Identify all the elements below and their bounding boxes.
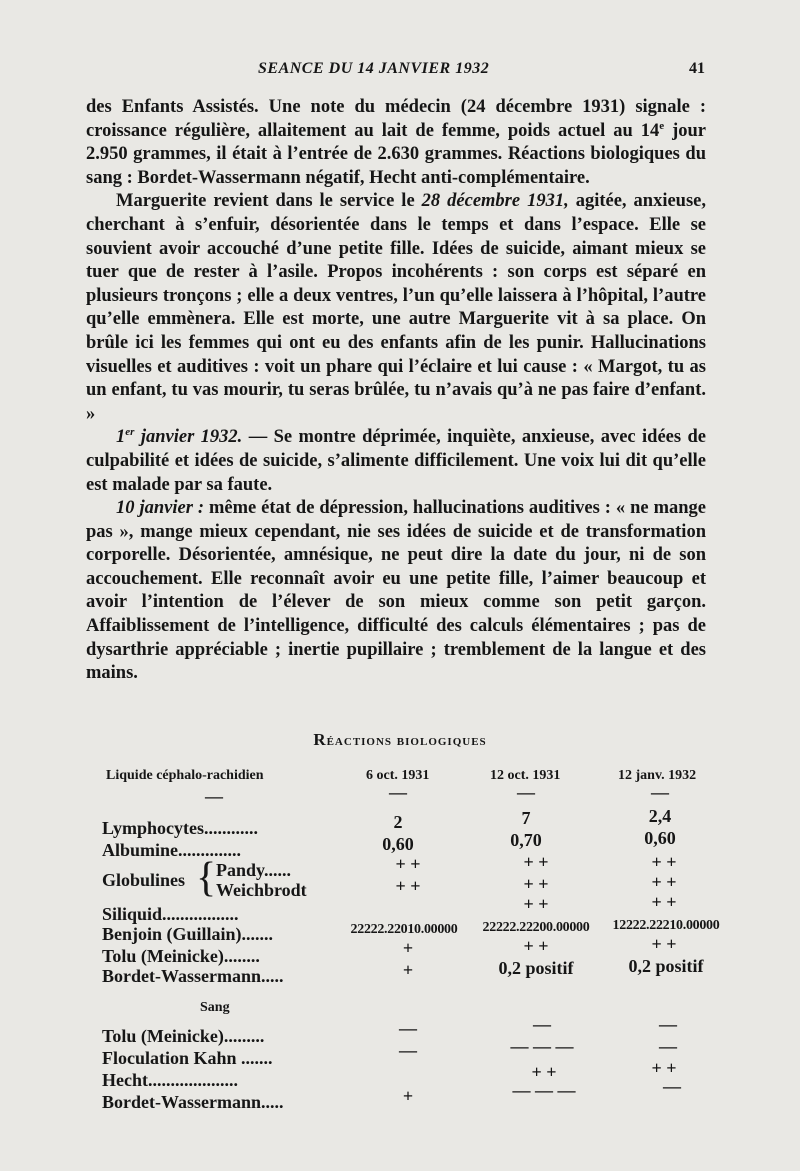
table-title: Réactions biologiques [313,730,487,749]
column-header-3: 12 janv. 1932 [618,768,697,783]
row-label-blood-bw: Bordet-Wassermann..... [102,1092,284,1112]
row-label-hecht: Hecht.................... [102,1070,238,1090]
cell-tolu-2: + + [523,936,549,956]
cell-blood-tolu-2: — [533,1014,551,1034]
cell-bw-2: 0,2 positif [498,958,574,978]
cell-albumine-1: 0,60 [382,834,414,854]
cell-benjoin-3: 12222.22210.00000 [612,918,720,933]
cell-benjoin-1: 22222.22010.00000 [350,922,458,937]
cell-lymphocytes-3: 2,4 [648,806,672,826]
cell-benjoin-2: 22222.22200.00000 [482,920,590,935]
row-label-tolu: Tolu (Meinicke)........ [102,946,260,966]
row-label-lymphocytes: Lymphocytes............ [102,818,259,838]
section-blood-heading: Sang [200,1000,230,1015]
cell-kahn-2: — — — [510,1036,574,1056]
cell-kahn-1: — [399,1040,417,1060]
cell-albumine-3: 0,60 [644,828,676,848]
cell-weichbrodt-2: + + [523,874,549,894]
row-label-blood-tolu: Tolu (Meinicke)......... [102,1026,265,1046]
row-label-weichbrodt: Weichbrodt [216,880,307,900]
row-label-albumine: Albumine.............. [102,840,242,860]
cell-blood-bw-2: — — — [512,1080,576,1100]
paragraph-4: 10 janvier : même état de dépression, hallucinations auditives : « ne mange pas », mange mieux cependant, nie ses idées de suicide et de transformation corporelle. Désorientée, amnésique, ne peut dire la date du jour, ni de son accouchement. Elle reconnaît avoir eu une petite fille, l’aimer beaucoup et avoir l’intention de l’élever de son mieux comme son petit garçon. Affaiblissement de l’intelligence, difficulté des calculs élémentaires ; pas de dysarthrie appréciable ; inertie pupillaire ; tremblement de la langue et des mains. [86,498,706,684]
cell-blood-tolu-3: — [659,1014,677,1034]
row-label-bordet-wassermann: Bordet-Wassermann..... [102,966,284,986]
cell-weichbrodt-3: + + [651,872,677,892]
row-label-kahn: Floculation Kahn ....... [102,1048,273,1068]
section-csf-heading: Liquide céphalo-rachidien [106,768,264,783]
row-label-pandy: Pandy...... [216,860,292,880]
cell-lymphocytes-2: 7 [521,808,531,828]
cell-weichbrodt-1: + + [395,876,421,896]
paragraph-3: 1er janvier 1932. — Se montre déprimée, inquiète, anxieuse, avec idées de culpabilité et idées de suicide, s’alimente difficilement. Une voix lui dit qu’elle est malade par sa faute. [86,426,706,495]
header-dash: — [517,782,535,802]
row-label-siliquid: Siliquid................. [102,904,239,924]
cell-kahn-3: — [659,1036,677,1056]
cell-albumine-2: 0,70 [510,830,542,850]
cell-tolu-1: + [402,938,414,958]
cell-lymphocytes-1: 2 [393,812,403,832]
cell-pandy-1: + + [395,854,421,874]
paragraph-1: des Enfants Assistés. Une note du médecin (24 décembre 1931) signale : croissance régulière, allaitement au lait de femme, poids actuel au 14e jour 2.950 grammes, il était à l’entrée de 2.630 grammes. Réactions biologiques du sang : Bordet-Wassermann négatif, Hecht anti-complémentaire. [86,97,706,188]
header-dash: — [651,782,669,802]
cell-bw-3: 0,2 positif [628,956,704,976]
cell-pandy-3: + + [651,852,677,872]
body-text [86,96,706,686]
cell-pandy-2: + + [523,852,549,872]
cell-hecht-3: + + [651,1058,677,1078]
cell-bw-1: + [402,960,414,980]
header-dash: — [205,786,223,806]
cell-tolu-3: + + [651,934,677,954]
cell-blood-tolu-1: — [399,1018,417,1038]
cell-hecht-2: + + [531,1062,557,1082]
cell-siliquid-2: + + [523,894,549,914]
row-label-benjoin: Benjoin (Guillain)....... [102,924,274,944]
globulines-brace: { [196,855,217,901]
paragraph-2: Marguerite revient dans le service le 28 décembre 1931, agitée, anxieuse, cherchant à s’enfuir, désorientée dans le temps et dans l’espace. Elle se souvient avoir accouché d’une petite fille. Idées de suicide, aimant mieux se tuer que de rester à l’asile. Propos incohérents : son corps est séparé en plusieurs tronçons ; elle a deux ventres, l’un qu’elle laissera à l’hôpital, l’autre qu’elle emmènera. Elle est morte, une autre Marguerite vit à sa place. On brûle ici les femmes qui ont eu des enfants afin de les punir. Hallucinations visuelles et auditives : voit un phare qui l’éclaire et lui cause : « Margot, tu as un enfant, tu vas mourir, tu seras brûlée, tu n’avais qu’à ne pas faire d’enfant. » [86,191,706,424]
row-label-globulines: Globulines [102,870,186,890]
column-header-2: 12 oct. 1931 [490,768,561,783]
cell-blood-bw-1: + [402,1086,414,1106]
column-header-1: 6 oct. 1931 [366,768,430,783]
cell-siliquid-3: + + [651,892,677,912]
page-header [0,60,800,86]
page-number: 41 [689,60,705,77]
cell-blood-bw-3: — [663,1076,681,1096]
header-dash: — [389,782,407,802]
running-title: SEANCE DU 14 JANVIER 1932 [258,60,490,77]
